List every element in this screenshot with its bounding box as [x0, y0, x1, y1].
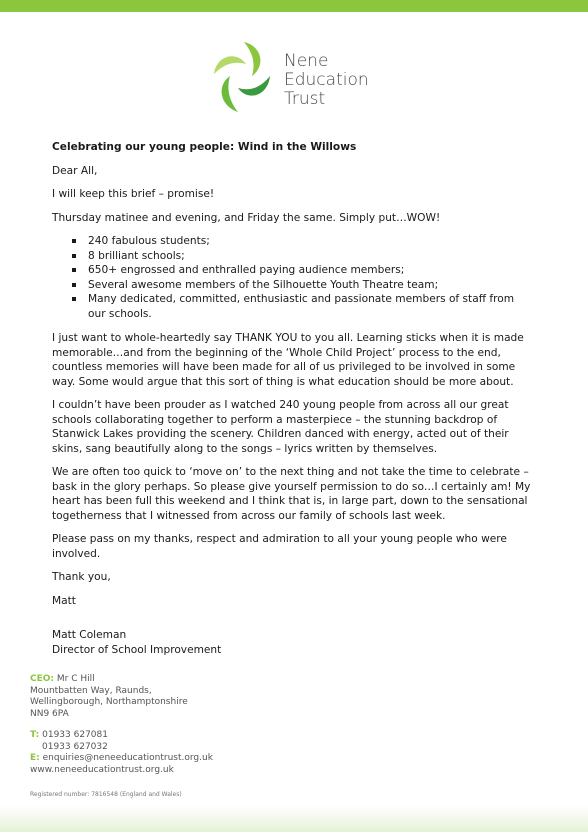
signatory-name: Matt Coleman [52, 629, 127, 641]
website-link[interactable]: www.neneeducationtrust.org.uk [30, 764, 174, 775]
list-item: 650+ engrossed and enthralled paying audience members; [88, 263, 532, 278]
footer-contact [30, 674, 213, 776]
tel-2: 01933 627032 [42, 741, 108, 752]
paragraph-6: Please pass on my thanks, respect and admiration to all your young people who were involved. [52, 533, 507, 560]
email-label: E: [30, 753, 40, 763]
list-item: 8 brilliant schools; [88, 249, 532, 264]
postcode: NN9 6PA [30, 708, 69, 719]
address-line-1: Mountbatten Way, Raunds, [30, 685, 152, 696]
ceo-name: Mr C Hill [56, 674, 95, 684]
logo-line-2: Education [284, 70, 369, 90]
top-accent-bar [0, 0, 588, 12]
logo [208, 36, 388, 116]
greeting: Dear All, [52, 164, 98, 177]
list-item: Several awesome members of the Silhouette Youth Theatre team; [88, 278, 532, 293]
paragraph-4: I couldn’t have been prouder as I watched 240 young people from across all our great schools collaborating together to perform a masterpiece – the stunning backdrop of Stanwick Lakes providing the scenery. Children danced with energy, acted out of their skins, sang beautifully along to the songs – lyrics written by themselves. [52, 399, 509, 455]
list-item: Many dedicated, committed, enthusiastic and passionate members of staff from our schools. [88, 292, 532, 321]
bottom-gradient [0, 806, 588, 832]
list-item: 240 fabulous students; [88, 234, 532, 249]
email-line [30, 753, 213, 765]
ceo-label: CEO: [30, 674, 55, 684]
registered-number: Registered number: 7816548 (England and Wales) [30, 791, 182, 798]
signature: Matt [52, 594, 76, 607]
address-line-2: Wellingborough, Northamptonshire [30, 697, 188, 707]
logo-line-1: Nene [284, 51, 329, 71]
logo-wordmark [284, 52, 369, 109]
paragraph-2: Thursday matinee and evening, and Friday the same. Simply put…WOW! [52, 211, 441, 224]
ceo-line [30, 674, 213, 686]
email-link[interactable]: enquiries@neneeducationtrust.org.uk [42, 753, 213, 763]
letter-body [52, 140, 532, 657]
letter-title: Celebrating our young people: Wind in the Willows [52, 141, 357, 153]
paragraph-1: I will keep this brief – promise! [52, 188, 215, 200]
paragraph-3: I just want to whole-heartedly say THANK YOU to you all. Learning sticks when it is made memorable…and from the beginning of the ‘Whole Child Project’ process to the end, countless memories will have been made for all of us privileged to be involved in some way. Some would argue that this sort of thing is what education should be more about. [52, 332, 524, 388]
swirl-leaf-icon [208, 36, 278, 116]
telephone-line [30, 730, 213, 742]
highlights-list [52, 234, 532, 321]
logo-line-3: Trust [284, 89, 326, 109]
paragraph-5: We are often too quick to ‘move on’ to the next thing and not take the time to celebrate – bask in the glory perhaps. So please give yourself permission to do so…I certainly am! My heart has been full this weekend and I think that is, in large part, down to the sensational togetherness that I witnessed from across our family of schools last week. [52, 466, 531, 522]
sign-off: Thank you, [52, 571, 111, 583]
signatory-role: Director of School Improvement [52, 643, 222, 656]
tel-1: 01933 627081 [42, 730, 108, 740]
tel-label: T: [30, 730, 40, 740]
